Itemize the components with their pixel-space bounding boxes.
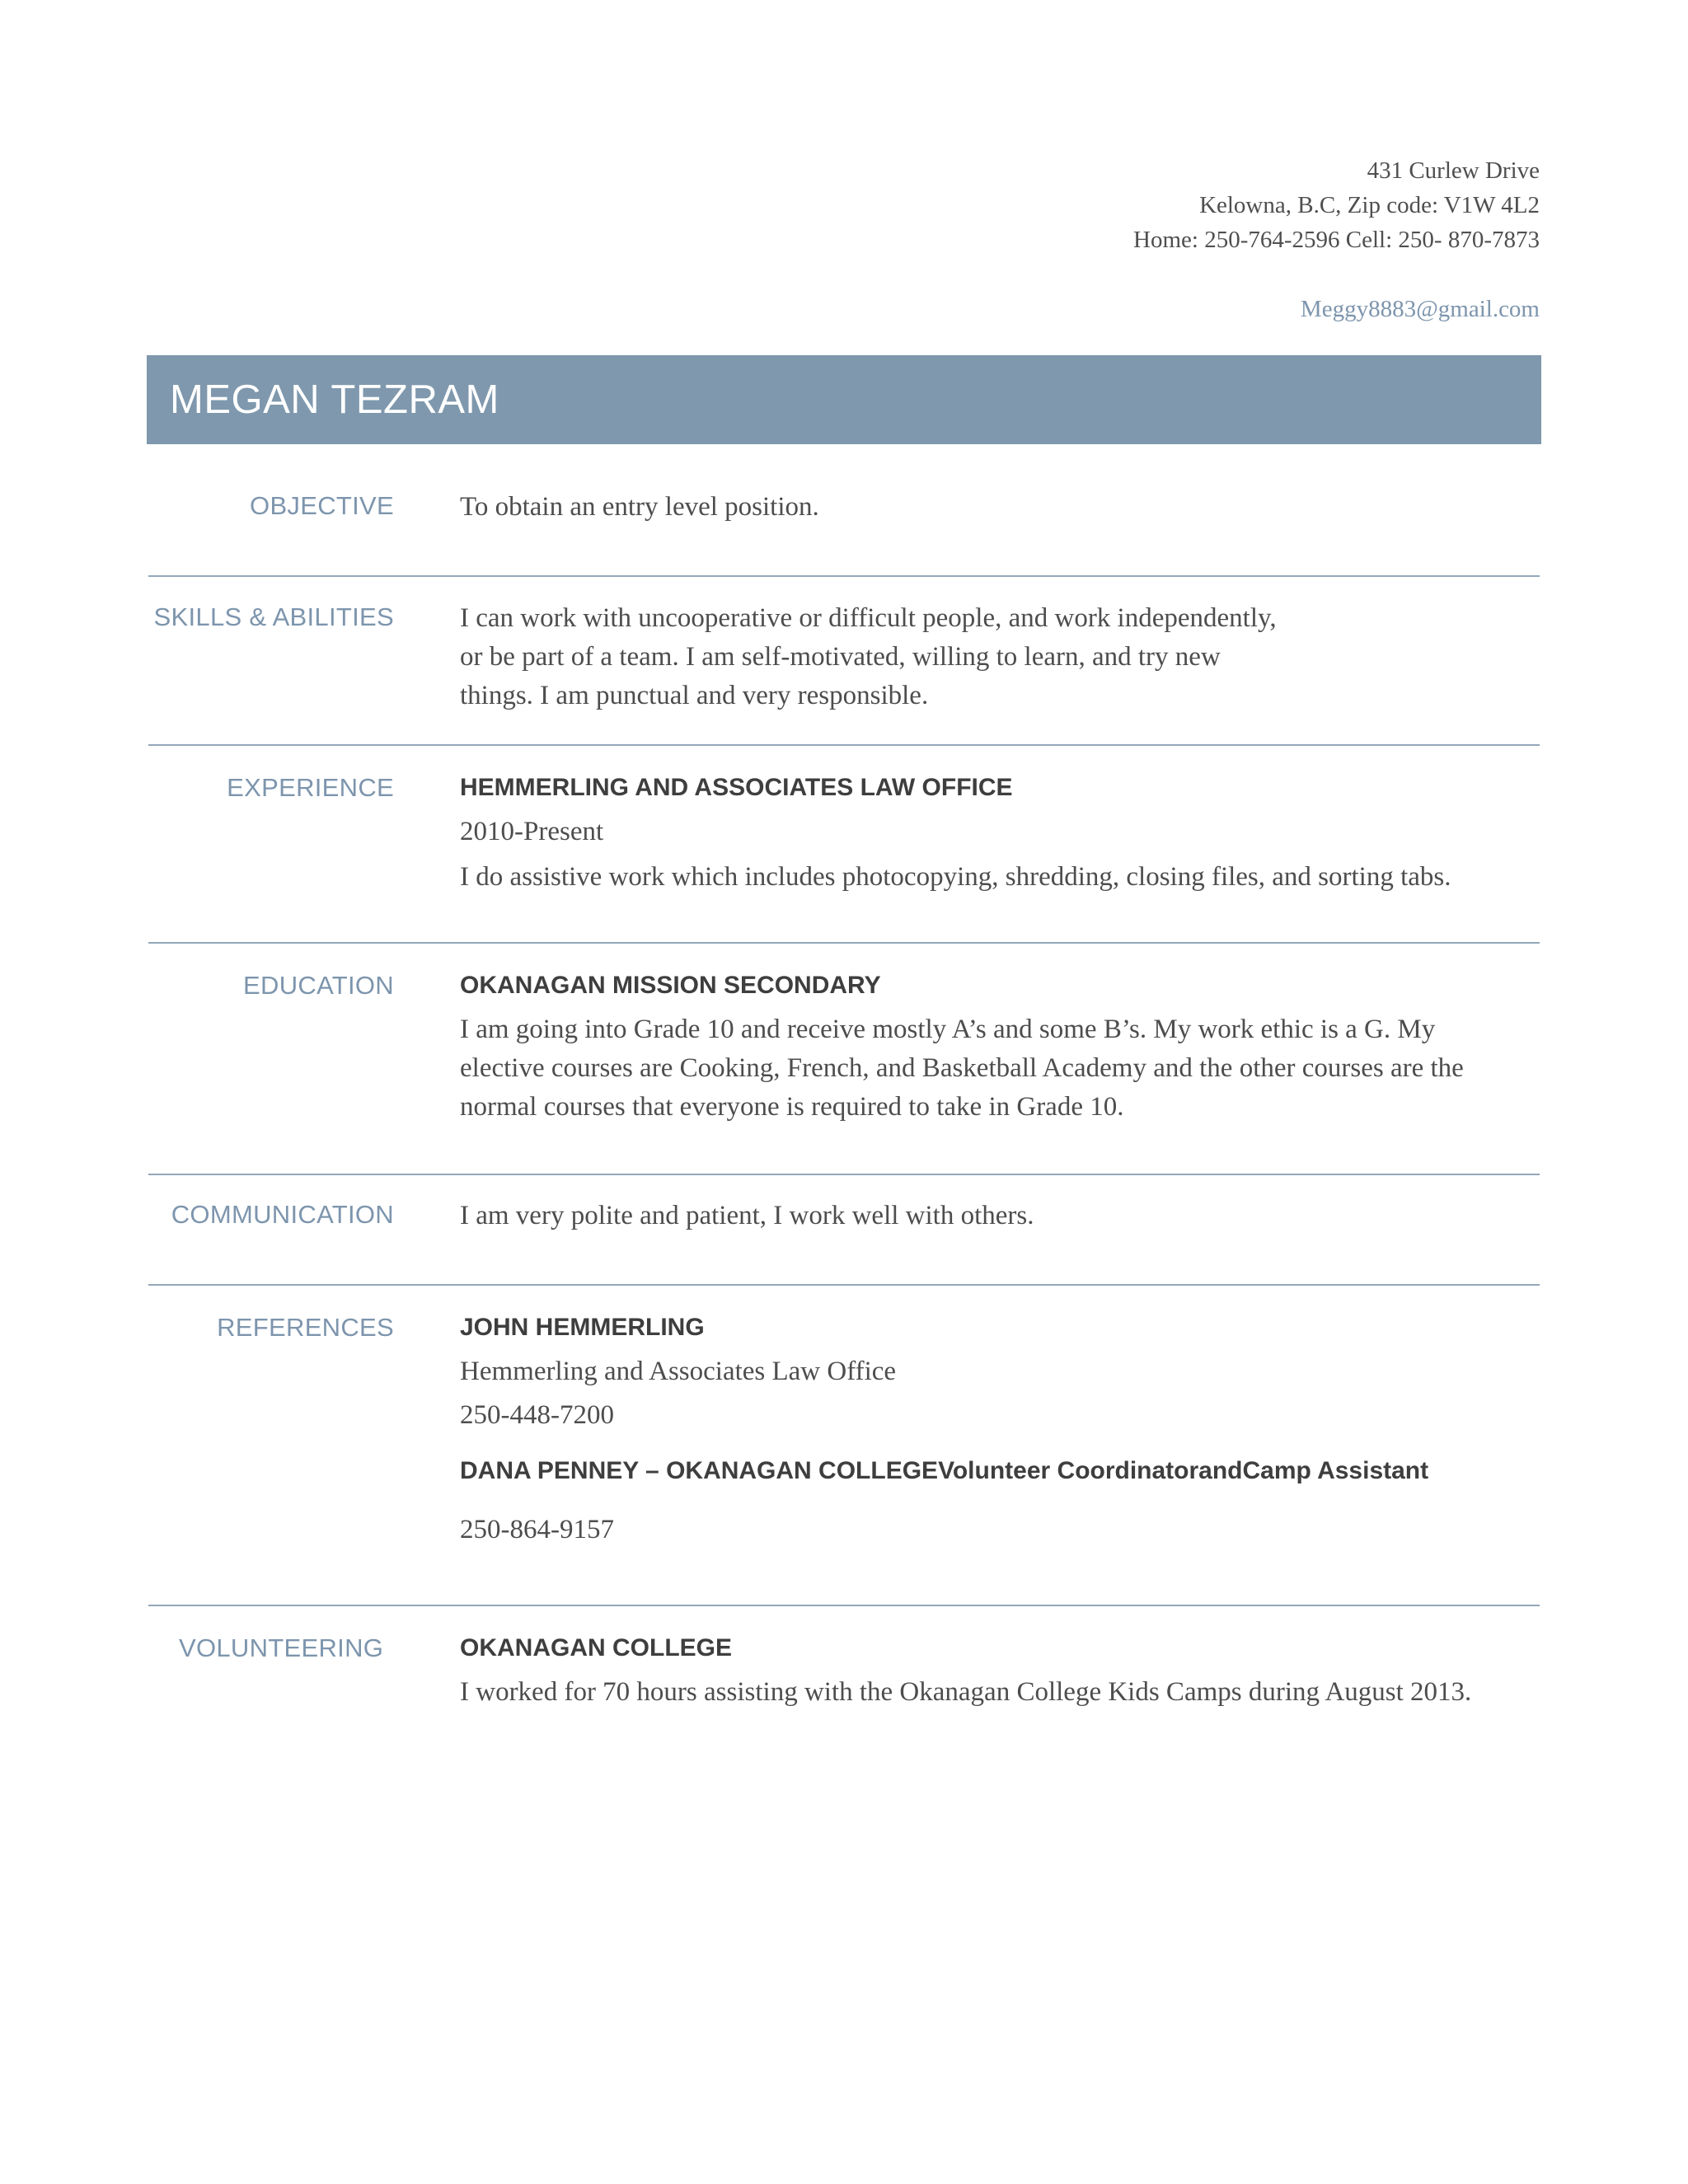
experience-employer: HEMMERLING AND ASSOCIATES LAW OFFICE xyxy=(460,774,1013,801)
communication-body xyxy=(460,1197,1540,1235)
objective-label: OBJECTIVE xyxy=(250,491,394,520)
contact-city: Kelowna, B.C, Zip code: V1W 4L2 xyxy=(1199,192,1540,218)
reference-organization: Hemmerling and Associates Law Office xyxy=(460,1357,897,1386)
reference-name: DANA PENNEY – OKANAGAN COLLEGEVolunteer CoordinatorandCamp Assistant xyxy=(460,1457,1429,1484)
objective-body xyxy=(460,488,1540,527)
education-line: I am going into Grade 10 and receive mostly A’s and some B’s. My work ethic is a G. My xyxy=(460,1015,1436,1044)
experience-body xyxy=(460,770,1540,897)
volunteering-label: VOLUNTEERING xyxy=(179,1633,384,1662)
education-label: EDUCATION xyxy=(243,971,394,1000)
name-banner xyxy=(147,355,1541,444)
education-line: normal courses that everyone is required to take in Grade 10. xyxy=(460,1092,1124,1122)
section-divider xyxy=(148,744,1540,746)
experience-dates: 2010-Present xyxy=(460,817,604,846)
education-school: OKANAGAN MISSION SECONDARY xyxy=(460,972,881,999)
applicant-name: MEGAN TEZRAM xyxy=(170,377,499,422)
experience-description: I do assistive work which includes photocopying, shredding, closing files, and sorting tabs. xyxy=(460,862,1451,892)
skills-label: SKILLS & ABILITIES xyxy=(153,602,394,631)
reference-phone: 250-448-7200 xyxy=(460,1400,614,1430)
contact-street: 431 Curlew Drive xyxy=(1367,157,1540,184)
communication-label: COMMUNICATION xyxy=(171,1200,394,1229)
references-label: REFERENCES xyxy=(217,1313,394,1342)
experience-label: EXPERIENCE xyxy=(227,773,394,802)
education-body xyxy=(460,968,1540,1127)
reference-name: JOHN HEMMERLING xyxy=(460,1314,705,1341)
reference-phone: 250-864-9157 xyxy=(460,1515,614,1544)
section-divider xyxy=(148,1605,1540,1606)
volunteering-organization: OKANAGAN COLLEGE xyxy=(460,1634,732,1661)
education-line: elective courses are Cooking, French, and Basketball Academy and the other courses are the xyxy=(460,1053,1464,1083)
section-divider xyxy=(148,1284,1540,1286)
skills-line: or be part of a team. I am self-motivated, willing to learn, and try new xyxy=(460,642,1221,672)
contact-block xyxy=(1133,153,1540,326)
volunteering-body xyxy=(460,1630,1540,1712)
skills-line: things. I am punctual and very responsible. xyxy=(460,681,929,710)
objective-text: To obtain an entry level position. xyxy=(460,492,819,522)
communication-text: I am very polite and patient, I work well with others. xyxy=(460,1201,1034,1230)
skills-body xyxy=(460,599,1540,715)
references-body xyxy=(460,1310,1540,1549)
volunteering-text: I worked for 70 hours assisting with the Okanagan College Kids Camps during August 2013. xyxy=(460,1677,1472,1707)
contact-phones: Home: 250-764-2596 Cell: 250- 870-7873 xyxy=(1133,227,1540,253)
section-divider xyxy=(148,1174,1540,1175)
contact-email-link[interactable]: Meggy8883@gmail.com xyxy=(1300,296,1540,322)
skills-line: I can work with uncooperative or difficult people, and work independently, xyxy=(460,603,1277,633)
section-divider xyxy=(148,575,1540,577)
section-divider xyxy=(148,942,1540,944)
